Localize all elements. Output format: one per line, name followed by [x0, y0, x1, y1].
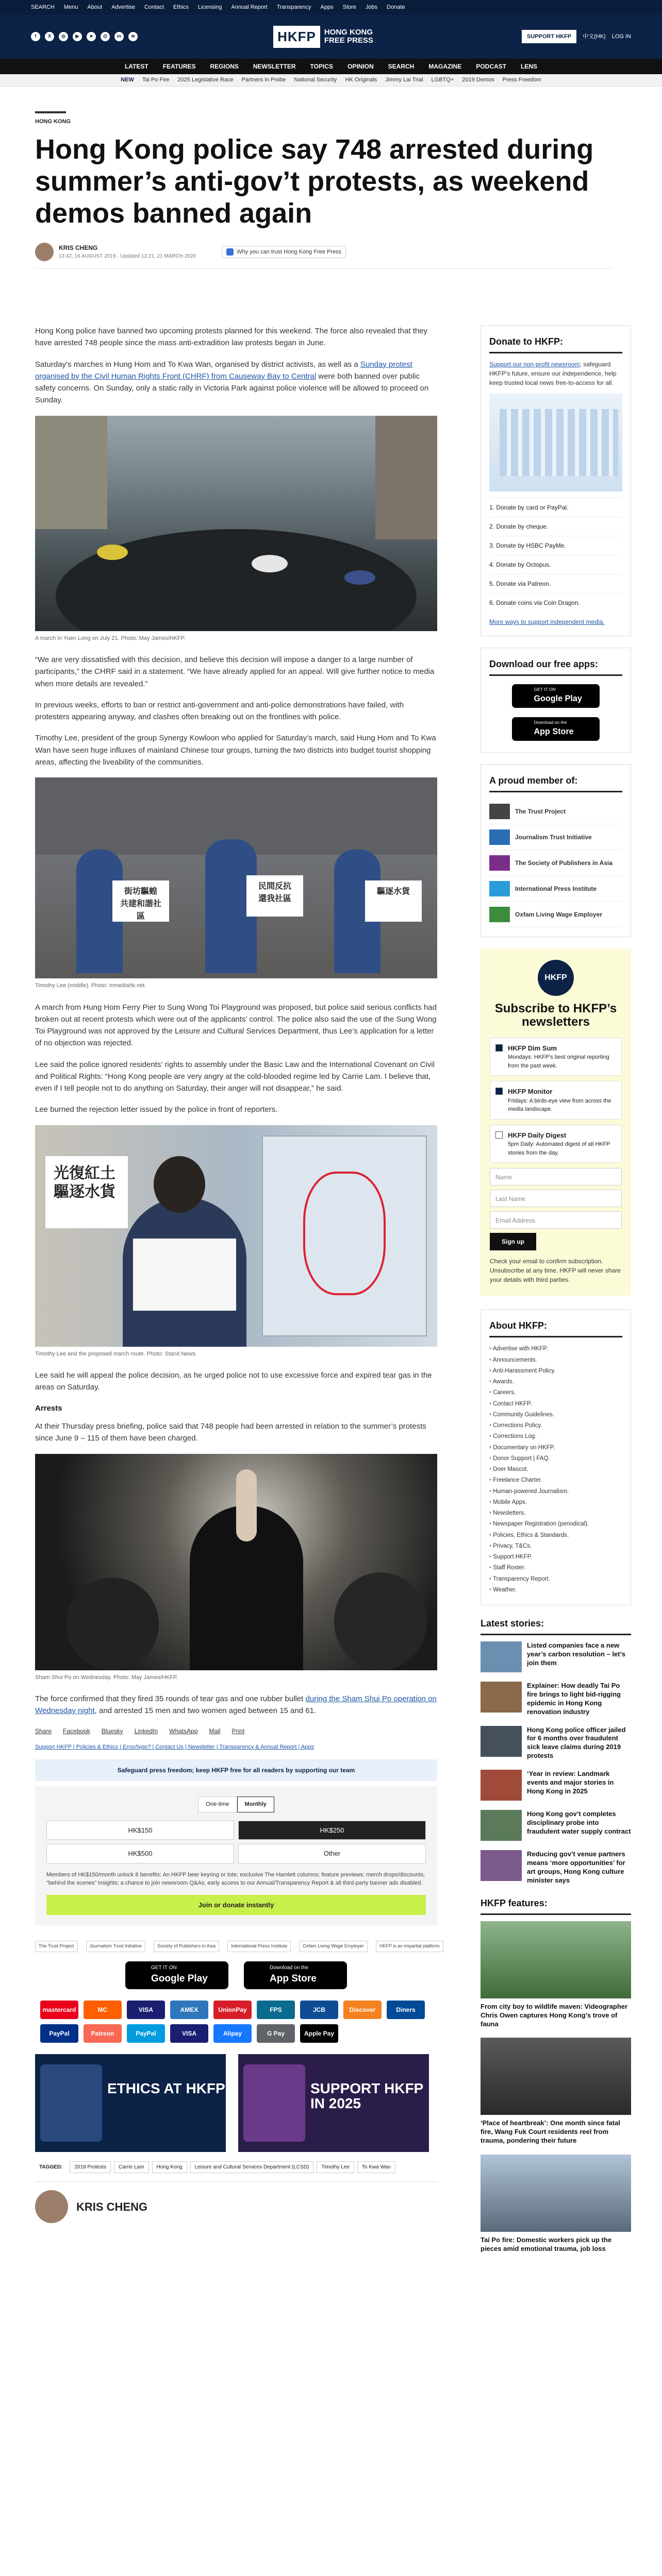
photo-caption: Timothy Lee and the proposed march route. Photo: Stand News.: [35, 1350, 197, 1357]
payment-logo: UnionPay: [213, 2001, 252, 2019]
donate-sidebar-box: [481, 325, 631, 636]
payment-logo: Discover: [343, 2001, 382, 2019]
paragraph: [35, 1693, 437, 1717]
member-logo[interactable]: [489, 902, 622, 927]
monthly-toggle[interactable]: Monthly: [237, 1797, 274, 1812]
ticker-item[interactable]: HK Originals: [345, 77, 377, 83]
story-headline[interactable]: Explainer: How deadly Tai Po fire brings to light bid-rigging epidemic in Hong Kong renovation industry: [527, 1682, 621, 1716]
about-link[interactable]: • Contact HKFP.: [489, 1399, 622, 1410]
apps-sidebar-box: [481, 648, 631, 753]
top-utility-bar: [0, 0, 662, 14]
safeguard-banner[interactable]: Safeguard press freedom; keep HKFP free for all readers by supporting our team: [35, 1759, 437, 1781]
ticker-new-label: NEW: [121, 77, 134, 83]
member-logo-icon: [489, 829, 510, 845]
donation-amounts: [46, 1821, 426, 1863]
paragraph: Timothy Lee, president of the group Synergy Kowloon who applied for Saturday’s march, said Hung Hom and To Kwa Wan have seen huge influxes of mainland Chinese tour groups, turning the two districts into budget tourist shopping areas, affecting the liveability of the communities.: [35, 734, 436, 767]
store-small: Download on the: [534, 720, 567, 725]
payment-logo: Diners: [387, 2001, 425, 2019]
about-link[interactable]: • Announcements.: [489, 1355, 622, 1366]
feature-image[interactable]: [481, 1921, 631, 1998]
banner-text: ETHICS AT HKFP: [107, 2080, 225, 2096]
newsletter-checkbox[interactable]: [495, 1131, 503, 1139]
newsletter-signup: [481, 948, 631, 1296]
story-headline[interactable]: Hong Kong gov’t completes disciplinary probe into fraudulent water supply contract: [527, 1810, 631, 1835]
about-link[interactable]: • Transparency Report.: [489, 1574, 622, 1585]
nav-item[interactable]: OPINION: [347, 63, 374, 70]
publish-date: 13:42, 16 AUGUST 2019 · Updated 13:21, 21 MARCH 2020: [59, 253, 196, 260]
topbar-link[interactable]: SEARCH: [31, 4, 55, 10]
topbar-link[interactable]: Advertise: [111, 4, 135, 10]
donate-method-link[interactable]: 1. Donate by card or PayPal.: [489, 498, 622, 517]
story-thumbnail[interactable]: [481, 1810, 522, 1841]
newsletter-option-desc: Fridays: A birds-eye view from across the media landscape.: [508, 1097, 611, 1113]
google-play-button[interactable]: [125, 1961, 228, 1989]
paragraph: [35, 359, 437, 406]
nav-item[interactable]: LENS: [521, 63, 538, 70]
donate-method-link[interactable]: 2. Donate by cheque.: [489, 517, 622, 536]
trust-logo[interactable]: Journalism Trust Initiative: [86, 1941, 146, 1952]
member-logo[interactable]: [489, 824, 622, 850]
press-conference-photo: [35, 777, 437, 978]
about-link[interactable]: • Newsletters.: [489, 1508, 622, 1519]
story-headline[interactable]: ‘Year in review: Landmark events and major stories in Hong Kong in 2025: [527, 1770, 614, 1795]
nav-item[interactable]: PODCAST: [476, 63, 507, 70]
support-newsroom-link[interactable]: Support our non-profit newsroom: [489, 361, 580, 368]
ticker-item[interactable]: Tai Po Fire: [142, 77, 170, 83]
google-news-icon: [226, 248, 234, 256]
member-logo-label: International Press Institute: [515, 885, 597, 892]
topbar-link[interactable]: Licensing: [197, 4, 222, 10]
topbar-link[interactable]: Transparency: [276, 4, 311, 10]
about-link[interactable]: • Human-powered Journalism.: [489, 1486, 622, 1497]
member-logo-icon: [489, 804, 510, 819]
newsletter-option-name: HKFP Dim Sum: [508, 1044, 557, 1052]
story-thumbnail[interactable]: [481, 1682, 522, 1713]
share-link[interactable]: Bluesky: [101, 1727, 123, 1735]
article-tags: [35, 2161, 437, 2173]
topbar-link[interactable]: Jobs: [365, 4, 378, 10]
payment-logo: MC: [84, 2001, 122, 2019]
story-thumbnail[interactable]: [481, 1850, 522, 1881]
amount-option[interactable]: HK$150: [46, 1821, 234, 1840]
share-bar: [35, 1726, 437, 1736]
feature-story[interactable]: [481, 2155, 631, 2253]
about-link[interactable]: • Awards.: [489, 1377, 622, 1387]
member-logo[interactable]: [489, 850, 622, 876]
sham-shui-po-link[interactable]: during the Sham Shui Po operation on Wednesday night: [35, 1694, 437, 1716]
nav-item[interactable]: LATEST: [124, 63, 148, 70]
protest-sign: 驅逐水貨: [365, 880, 422, 922]
author-name[interactable]: KRIS CHENG: [59, 244, 98, 252]
payment-methods: [40, 2001, 432, 2043]
threads-icon[interactable]: @: [101, 32, 110, 41]
signup-button[interactable]: Sign up: [490, 1233, 536, 1250]
story-thumbnail[interactable]: [481, 1641, 522, 1672]
trust-logo[interactable]: International Press Institute: [227, 1941, 291, 1952]
member-of-box: [481, 764, 631, 937]
newsletter-option-name: HKFP Monitor: [508, 1088, 553, 1096]
donate-method-link[interactable]: 6. Donate coins via Coin Dragon.: [489, 593, 622, 612]
telegram-icon[interactable]: ➤: [87, 32, 96, 41]
newsletter-option-desc: 5pm Daily: Automated digest of all HKFP stories from the day.: [508, 1141, 610, 1156]
sidebar-title: Donate to HKFP:: [489, 335, 622, 353]
amount-option[interactable]: HK$250: [238, 1821, 426, 1840]
story-thumbnail[interactable]: [481, 1726, 522, 1757]
member-logo-icon: [489, 907, 510, 922]
login-link[interactable]: LOG IN: [611, 33, 631, 40]
protest-photo: [35, 416, 437, 631]
app-store-button[interactable]: [512, 717, 600, 741]
share-link: Share: [35, 1727, 52, 1735]
payment-logo: VISA: [170, 2024, 208, 2043]
first-name-field[interactable]: Name: [490, 1168, 622, 1185]
language-link[interactable]: 中文(HK): [583, 33, 606, 40]
feature-story[interactable]: [481, 2038, 631, 2145]
latest-story[interactable]: [481, 1770, 631, 1801]
store-small: Download on the: [270, 1965, 309, 1971]
about-link[interactable]: • Donor Support | FAQ.: [489, 1453, 622, 1464]
tag-link[interactable]: Timothy Lee: [317, 2161, 354, 2173]
article-body: [35, 325, 440, 2223]
about-box: [481, 1309, 631, 1605]
paragraph: In previous weeks, efforts to ban or restrict anti-government and anti-police demonstrations have failed, with protesters appearing anyway, and clashes often breaking out on the frontlines with police.: [35, 700, 404, 721]
nav-item[interactable]: NEWSLETTER: [253, 63, 296, 70]
section-label[interactable]: HONG KONG: [35, 118, 71, 125]
topbar-link[interactable]: Contact: [144, 4, 164, 10]
topbar-link[interactable]: Menu: [63, 4, 78, 10]
member-logo[interactable]: [489, 799, 622, 824]
story-thumbnail[interactable]: [481, 1770, 522, 1801]
about-link[interactable]: • Mobile Apps.: [489, 1497, 622, 1508]
features-section: [481, 1896, 631, 2253]
tag-link[interactable]: Hong Kong: [152, 2161, 187, 2173]
latest-story[interactable]: [481, 1810, 631, 1841]
app-store-button[interactable]: [244, 1961, 347, 1989]
share-link[interactable]: Print: [231, 1727, 245, 1735]
instagram-icon[interactable]: ◎: [59, 32, 68, 41]
article-title: Hong Kong police say 748 arrested during summer’s anti-gov’t protests, as weekend demos banned again: [35, 133, 594, 229]
member-logo-label: The Trust Project: [515, 807, 566, 815]
support-hkfp-button[interactable]: SUPPORT HKFP: [522, 30, 576, 44]
about-link[interactable]: • Corrections Log.: [489, 1431, 622, 1442]
member-logo-label: The Society of Publishers in Asia: [515, 859, 613, 867]
trust-logo[interactable]: Oxfam Living Wage Employer: [299, 1941, 368, 1952]
payment-logo: JCB: [300, 2001, 338, 2019]
email-field[interactable]: Email Address: [490, 1211, 622, 1229]
donate-method-link[interactable]: 4. Donate by Octopus.: [489, 555, 622, 574]
about-link[interactable]: • Community Guidelines.: [489, 1410, 622, 1420]
sidebar: [481, 325, 631, 2263]
member-logo-label: Oxfam Living Wage Employer: [515, 910, 602, 918]
feature-image[interactable]: [481, 2155, 631, 2232]
story-headline[interactable]: Hong Kong police officer jailed for 6 months over fraudulent sick leave claims during 2019 protests: [527, 1725, 626, 1760]
paragraph: Lee said he will appeal the police decision, as he urged police not to use excessive force and expired tear gas in the areas on Saturday.: [35, 1371, 432, 1392]
store-small: GET IT ON: [534, 687, 556, 692]
about-link[interactable]: • Documentary on HKFP.: [489, 1443, 622, 1453]
about-link[interactable]: • Freelance Charter.: [489, 1475, 622, 1486]
about-link[interactable]: • Weather.: [489, 1585, 622, 1596]
banner-text: SUPPORT HKFP IN 2025: [310, 2080, 423, 2112]
paragraph: Hong Kong police have banned two upcoming protests planned for this weekend. The force also revealed that they have arrested 748 people since the mass anti-extradition law protests began in June.: [35, 327, 428, 348]
tags-label: TAGGED:: [39, 2164, 63, 2170]
share-link[interactable]: Facebook: [63, 1727, 90, 1735]
protest-sign: 民間反抗 還我社區: [246, 875, 303, 917]
store-big: Google Play: [534, 694, 582, 704]
photo-caption: A march in Yuen Long on July 21. Photo: May James/HKFP.: [35, 635, 186, 641]
logo-mark: HKFP: [273, 26, 320, 48]
paragraph: Lee said the police ignored residents’ rights to assembly under the Basic Law and the International Covenant on Civil and Political Rights: “Hong Kong people are very angry at the cold-blooded regime led by Carrie Lam. I believe that, even if I tell people not to do anything on Saturday, their anger will not disappear,” he said.: [35, 1060, 435, 1093]
sidebar-title: A proud member of:: [489, 774, 622, 792]
newsletter-badge: HKFP: [538, 960, 574, 996]
byline: [35, 243, 613, 269]
paragraph: A march from Hung Hom Ferry Pier to Sung Wong Toi Playground was proposed, but police said serious conflicts had broken out at recent protests which were out of the applicants’ control. The police also said the use of the Sung Wong Toi Playground was not approved by the Leisure and Cultural Services Department, thus Lee’s application for a letter of no objection was rejected.: [35, 1003, 437, 1048]
trust-link[interactable]: [222, 246, 346, 259]
store-small: GET IT ON: [151, 1965, 177, 1971]
nav-item[interactable]: SEARCH: [388, 63, 415, 70]
protest-sign: 街坊驅蝗 共建和諧社區: [112, 880, 169, 922]
store-big: App Store: [270, 1973, 317, 1985]
nav-item[interactable]: REGIONS: [210, 63, 239, 70]
member-logo-icon: [489, 855, 510, 871]
amount-option[interactable]: Other: [238, 1844, 426, 1863]
x-icon[interactable]: X: [45, 32, 54, 41]
newsletter-note: Check your email to confirm subscription. Unsubscribe at any time. HKFP will never share your details with third parties.: [490, 1258, 621, 1284]
join-donate-button[interactable]: Join or donate instantly: [46, 1895, 426, 1916]
about-link[interactable]: • Staff Roster.: [489, 1563, 622, 1573]
ticker-item[interactable]: 2019 Demos: [462, 77, 494, 83]
paragraph: Lee burned the rejection letter issued by the police in front of reporters.: [35, 1105, 278, 1114]
topbar-link[interactable]: Apps: [320, 4, 334, 10]
paragraph: “We are very dissatisfied with this decision, and believe this decision will impose a danger to a large number of participants,” the CHRF said in a statement. “We have already applied for an appeal. Will give further notice to media when more details are revealed.”: [35, 655, 435, 688]
latest-stories: [481, 1617, 631, 1885]
story-headline[interactable]: Listed companies face a new year’s carbon resolution – let’s join them: [527, 1641, 625, 1667]
topbar-link[interactable]: Annual Report: [231, 4, 268, 10]
feature-image[interactable]: [481, 2038, 631, 2115]
donate-widget: [35, 1786, 437, 1925]
donate-method-link[interactable]: 3. Donate by HSBC PayMe.: [489, 536, 622, 555]
subheading-arrests: Arrests: [35, 1403, 62, 1413]
funding-graphic: [489, 394, 622, 492]
about-link[interactable]: • Corrections Policy.: [489, 1420, 622, 1431]
member-logo-icon: [489, 881, 510, 896]
sidebar-title: Download our free apps:: [489, 657, 622, 676]
footer-article-links[interactable]: Support HKFP | Policies & Ethics | Error/typo? | Contact Us | Newsletter | Transparency & Annual Report | Apps: [35, 1743, 314, 1750]
donate-methods: [489, 498, 622, 612]
member-benefits-text: Members of HK$150/month unlock 8 benefits: An HKFP beer keyring or tote; exclusive The Hamlett columns; feature previews; merch drops/discounts; "behind the scenes" insights; a chance to join newsroom Q&As, early access to our Annual/Transparency Report & all third-party banner ads disabled.: [46, 1871, 425, 1886]
sidebar-title: HKFP features:: [481, 1896, 631, 1915]
ticker-item[interactable]: 2025 Legislative Race: [177, 77, 234, 83]
promo-banners: [35, 2054, 437, 2152]
payment-logo: Alipay: [213, 2024, 252, 2043]
payment-logo: PayPal: [127, 2024, 165, 2043]
latest-story[interactable]: [481, 1726, 631, 1761]
author-box-name[interactable]: KRIS CHENG: [76, 2200, 148, 2213]
about-link[interactable]: • Doer Mascot.: [489, 1464, 622, 1475]
app-store-links: [35, 1961, 437, 1989]
ethics-banner[interactable]: [35, 2054, 226, 2152]
payment-logo: mastercard: [40, 2001, 78, 2019]
topbar-link[interactable]: Donate: [387, 4, 405, 10]
newsletter-title: Subscribe to HKFP’s newsletters: [494, 1002, 617, 1029]
latest-story[interactable]: [481, 1682, 631, 1717]
last-name-field[interactable]: Last Name: [490, 1190, 622, 1207]
feature-headline[interactable]: Tai Po fire: Domestic workers pick up the pieces amid emotional trauma, job loss: [481, 2236, 612, 2252]
trust-logos: [35, 1941, 440, 1952]
ticker-item[interactable]: Press Freedom: [502, 77, 541, 83]
about-link[interactable]: • Privacy, T&Cs.: [489, 1541, 622, 1552]
sidebar-title: Latest stories:: [481, 1617, 631, 1635]
ticker-item[interactable]: National Security: [294, 77, 337, 83]
donation-frequency: [46, 1797, 426, 1812]
latest-story[interactable]: [481, 1641, 631, 1672]
tag-link[interactable]: To Kwa Wan: [357, 2161, 395, 2173]
march-route-photo: [35, 1125, 437, 1347]
trust-link-label: Why you can trust Hong Kong Free Press: [237, 248, 342, 255]
feature-story[interactable]: [481, 1921, 631, 2029]
about-link[interactable]: • Newspaper Registration (periodical).: [489, 1519, 622, 1530]
payment-logo: Patreon: [84, 2024, 122, 2043]
paragraph: At their Thursday press briefing, police said that 748 people had been arrested in relation to the summer’s protests since June 9 – 115 of them have been charged.: [35, 1422, 426, 1443]
linkedin-icon[interactable]: in: [114, 32, 124, 41]
about-link[interactable]: • Support HKFP.: [489, 1552, 622, 1563]
payment-logo: FPS: [257, 2001, 295, 2019]
payment-logo: PayPal: [40, 2024, 78, 2043]
newsletter-option-desc: Mondays: HKFP’s best original reporting from the past week.: [508, 1054, 609, 1069]
about-link[interactable]: • Policies, Ethics & Standards.: [489, 1530, 622, 1541]
store-big: App Store: [534, 727, 574, 737]
about-link[interactable]: • Careers.: [489, 1387, 622, 1398]
newsletter-option[interactable]: [490, 1081, 622, 1120]
donate-method-link[interactable]: 5. Donate via Patreon.: [489, 574, 622, 593]
share-link[interactable]: WhatsApp: [169, 1727, 198, 1735]
topic-ticker: [0, 74, 662, 87]
protest-sign: 光復紅土 驅逐水貨: [45, 1156, 128, 1228]
payment-logo: AMEX: [170, 2001, 208, 2019]
sham-shui-po-photo: [35, 1454, 437, 1670]
store-big: Google Play: [151, 1973, 208, 1985]
topbar-link[interactable]: Store: [342, 4, 356, 10]
ticker-item[interactable]: LGBTQ+: [431, 77, 454, 83]
sidebar-title: About HKFP:: [489, 1319, 622, 1337]
share-link[interactable]: LinkedIn: [134, 1727, 158, 1735]
latest-story[interactable]: [481, 1850, 631, 1885]
author-box: [35, 2181, 437, 2223]
newsletter-option-name: HKFP Daily Digest: [508, 1131, 567, 1139]
newsletter-option[interactable]: [490, 1125, 622, 1163]
payment-logo: VISA: [127, 2001, 165, 2019]
facebook-icon[interactable]: f: [31, 32, 40, 41]
photo-caption: Sham Shui Po on Wednesday. Photo: May James/HKFP.: [35, 1674, 178, 1681]
youtube-icon[interactable]: ▶: [73, 32, 82, 41]
support-banner[interactable]: [238, 2054, 429, 2152]
paragraph-text: Saturday’s marches in Hung Hom and To Kwa Wan, organised by district activists, as well as a: [35, 360, 360, 369]
paragraph-text: , and arrested 15 men and two women aged between 15 and 61.: [94, 1706, 317, 1716]
about-link[interactable]: • Anti-Harassment Policy.: [489, 1366, 622, 1377]
chrf-protest-link[interactable]: Sunday protest organised by the Civil Human Rights Front (CHRF) from Causeway Bay to Central: [35, 360, 412, 381]
one-time-toggle[interactable]: One-time: [198, 1797, 237, 1812]
topbar-link[interactable]: About: [87, 4, 103, 10]
newsletter-checkbox[interactable]: [495, 1044, 503, 1052]
author-avatar[interactable]: [35, 243, 54, 261]
trust-logo[interactable]: HKFP is an impartial platform: [376, 1941, 443, 1952]
trust-logo[interactable]: Society of Publishers in Asia: [154, 1941, 219, 1952]
payment-logo: Apple Pay: [300, 2024, 338, 2043]
site-logo[interactable]: [273, 26, 386, 48]
ticker-item[interactable]: Jimmy Lai Trial: [385, 77, 423, 83]
nav-item[interactable]: MAGAZINE: [428, 63, 462, 70]
social-links: [31, 32, 138, 41]
share-link[interactable]: Mail: [209, 1727, 221, 1735]
paragraph-text: The force confirmed that they fired 35 rounds of tear gas and one rubber bullet: [35, 1694, 306, 1703]
rss-icon[interactable]: ≋: [128, 32, 138, 41]
tag-link[interactable]: Carrie Lam: [114, 2161, 148, 2173]
photo-caption: Timothy Lee (middle). Photo: inmediahk.net.: [35, 982, 146, 989]
member-logo[interactable]: [489, 876, 622, 902]
nav-item[interactable]: FEATURES: [162, 63, 196, 70]
about-link[interactable]: • Advertise with HKFP.: [489, 1344, 622, 1354]
ticker-item[interactable]: Partners in Probe: [241, 77, 286, 83]
tag-link[interactable]: Leisure and Cultural Services Department (LCSD): [190, 2161, 314, 2173]
topbar-link[interactable]: Ethics: [173, 4, 189, 10]
member-logo-label: Journalism Trust Initiative: [515, 833, 592, 841]
nav-item[interactable]: TOPICS: [310, 63, 333, 70]
section-rule: [35, 111, 66, 113]
donate-intro: [489, 360, 622, 387]
payment-logo: G Pay: [257, 2024, 295, 2043]
site-header: [0, 14, 662, 59]
main-nav: [0, 59, 662, 74]
logo-text: HONG KONG FREE PRESS: [324, 27, 373, 45]
more-ways-link[interactable]: More ways to support independent media.: [489, 618, 605, 625]
paragraph-text: were both banned over public safety concerns. On Sunday, only a static rally in Victoria Park against police violence will be allowed to proceed on Sunday.: [35, 371, 429, 405]
tag-link[interactable]: 2019 Protests: [70, 2161, 111, 2173]
feature-headline[interactable]: From city boy to wildlife maven: Videographer Chris Owen captures Hong Kong’s trove of fauna: [481, 2002, 628, 2028]
author-photo[interactable]: [35, 2190, 68, 2223]
amount-option[interactable]: HK$500: [46, 1844, 234, 1863]
trust-logo[interactable]: The Trust Project: [35, 1941, 78, 1952]
newsletter-option[interactable]: [490, 1038, 622, 1076]
feature-headline[interactable]: ‘Place of heartbreak’: One month since fatal fire, Wang Fuk Court residents reel from trauma, pondering their future: [481, 2119, 620, 2145]
google-play-button[interactable]: [512, 684, 600, 708]
donate-intro-text: ; safeguard HKFP’s future, ensure our independence, help keep trusted local news free-to-access for all.: [489, 361, 617, 386]
story-headline[interactable]: Reducing gov’t venue partners means ‘more opportunities’ for art groups, Hong Kong culture minister says: [527, 1850, 625, 1884]
newsletter-checkbox[interactable]: [495, 1088, 503, 1095]
